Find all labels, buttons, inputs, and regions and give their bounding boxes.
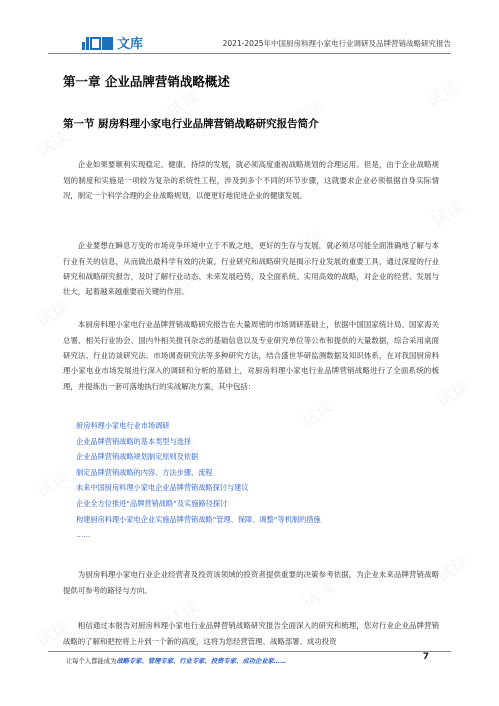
section-title: 第一节 厨房料理小家电行业品牌营销战略研究报告简介 — [63, 118, 319, 130]
list-item-4[interactable]: 制定品牌营销战略的内容、方法步骤、流程 — [76, 467, 213, 477]
watermark: 试读 — [433, 377, 474, 413]
paragraph-5: 相信通过本报告对厨房料理小家电行业品牌营销战略研究报告全面深入的研究和梳理，您对行业企业品牌营销战略的了解和把控将上升到一个新的高度，这将为您经营管理、战略部署、成功投资 — [63, 621, 439, 646]
footer-divider — [48, 651, 451, 652]
watermark: 试读 — [163, 87, 204, 123]
watermark: 试读 — [163, 437, 204, 473]
chapter-title: 第一章 企业品牌营销战略概述 — [63, 74, 230, 89]
list-item-6[interactable]: 企业全方位推进“品牌营销战略”及实施路径探讨 — [76, 498, 228, 508]
watermark: 试读 — [433, 552, 474, 588]
logo-text: 文库 — [117, 37, 144, 52]
watermark: 试读 — [33, 297, 74, 333]
list-item-5[interactable]: 未来中国厨房料理小家电企业品牌营销战略探讨与建议 — [76, 483, 249, 493]
page-number: 7 — [422, 652, 429, 662]
logo — [82, 33, 143, 52]
watermark: 试读 — [163, 597, 204, 633]
header-divider — [48, 53, 451, 54]
watermark: 试读 — [288, 227, 329, 263]
watermark: 试读 — [298, 397, 339, 433]
list-item-8: …… — [76, 530, 91, 540]
list-item-1[interactable]: 厨房料理小家电行业市场调研 — [76, 421, 170, 430]
watermark: 试读 — [288, 97, 329, 133]
list-item-3[interactable]: 企业品牌营销战略规划制定原则及依据 — [76, 452, 199, 462]
report-title: 2021-2025年中国厨房料理小家电行业调研及品牌营销战略研究报告 — [222, 39, 451, 48]
footer-lead: 让每个人都能成为 — [66, 658, 117, 665]
list-item-2[interactable]: 企业品牌营销战略的基本类型与选择 — [76, 436, 192, 446]
watermark: 试读 — [33, 127, 74, 163]
footer-slogan — [66, 656, 286, 665]
watermark: 试读 — [298, 577, 339, 613]
watermark: 试读 — [33, 467, 74, 503]
paragraph-4: 为厨房料理小家电行业企业经营者及投资该领域的投资者提供重要的决策参考依据，为企业未来品牌营销战略提供可参考的路径与方向。 — [63, 570, 439, 595]
paragraph-3: 本厨房料理小家电行业品牌营销战略研究报告在大量周密的市场调研基础上，依据中国国家统计局、国家海关总署、相关行业协会、国内外相关报刊杂志的基础信息以及专业研究单位等公布和提供的大量数据，综合采用桌面研究法、行业访谈研究法、市场调查研究法等多种研究方法，结合盛世华研监测数据及知识体系，在对我国厨房料理小家电业市场发展进行深入的调研和分析的基础上，对厨房料理小家电行业品牌营销战略进行了全面系统的梳理，并提炼出一套可落地执行的实战解决方案，其中包括： — [63, 320, 439, 391]
paragraph-1: 企业如果要顺利实现稳定、健康、持续的发展，就必须高度重视战略规划的合理运用。但是，由于企业战略规划的制度和实施是一项较为复杂的系统性工程，涉及到多个不同的环节步骤，这就要求企业必须根据自身实际情况，制定一个科学合理的企业战略规划，以便更好地促进企业的健康发展。 — [63, 160, 439, 200]
list-item-7[interactable]: 构建厨房料理小家电企业实施品牌营销战略“管理、保障、调整”等机制的措施 — [76, 514, 321, 524]
footer-roles: 战略专家、管理专家、行业专家、投资专家、成功企业家…… — [116, 658, 287, 665]
logo-mark-icon — [82, 36, 114, 50]
watermark: 试读 — [163, 267, 204, 303]
page-header — [0, 0, 499, 60]
watermark: 试读 — [423, 77, 464, 113]
contents-list — [76, 418, 321, 543]
watermark: 试读 — [428, 197, 469, 233]
watermark: 试读 — [33, 617, 74, 653]
paragraph-2: 企业要想在瞬息万变的市场竞争环境中立于不败之地，更好的生存与发展，就必须尽可能全面准确地了解与本行业有关的信息，从而做出最科学有效的决策。行业研究和战略研究是揭示行业发展的重要工具，通过深度的行业研究和战略研究报告，及时了解行业动态、未来发展趋势，及全面系统、实用高效的战略，对企业的经营、发展与壮大，起着越来越重要而关键的作用。 — [63, 241, 439, 297]
